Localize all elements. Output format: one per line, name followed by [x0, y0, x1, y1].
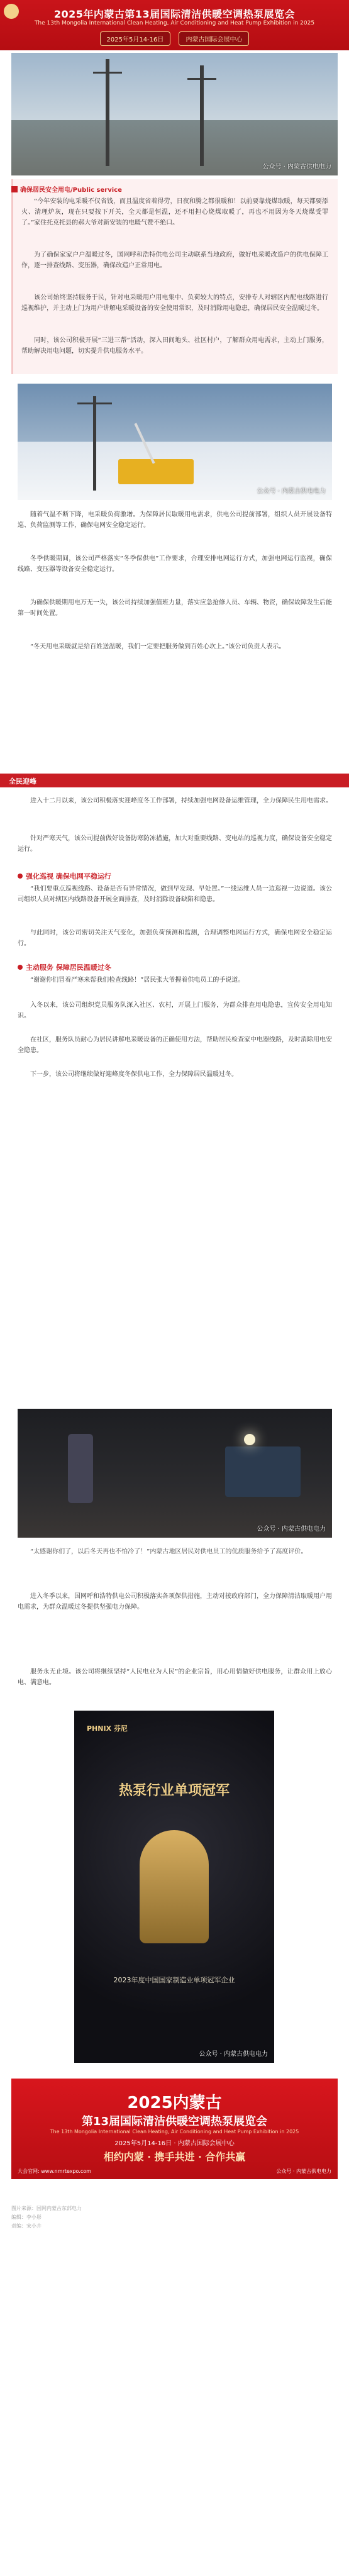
poster-title: 热泵行业单项冠军 [118, 1783, 230, 1799]
trophy-icon [140, 1830, 209, 1943]
photo-watermark: 公众号 · 内蒙古供电电力 [257, 488, 326, 495]
section3-paragraph: 针对严寒天气，该公司提前做好设备防寒防冻措施，加大对重要线路、变电站的巡视力度，确保设备安全稳定运行。 [18, 835, 332, 853]
banner-subtitle: The 13th Mongolia International Clean Heating, Air Conditioning and Heat Pump Exhibition in 2025 [34, 20, 315, 26]
photo-watermark: 公众号 · 内蒙古供电电力 [199, 2051, 268, 2058]
section1-paragraph: “今年安装的电采暖不仅省钱，而且温度省着得劳，日夜和腾之都很暖和！以前要靠烧煤取暖，每天都要添火、清理炉灰，现在只要按下开关，全天都是恒温，还不用担心烧煤取暖了，再也不用因为冬天烧煤受罪了。”家住托克托县的郝大爷对新安装的电暖气赞不绝口。 [21, 198, 328, 226]
section3-subheading: 主动服务 保障居民温暖过冬 [18, 962, 111, 972]
section1-paragraph: 同时，该公司积极开展“三进三帮”活动，深入田间地头、社区村户，了解群众用电需求，主动上门服务，帮助解决用电问题，切实提升供电服务水平。 [21, 337, 328, 355]
power-lines-photo [11, 53, 338, 175]
night-repair-photo [18, 1409, 332, 1538]
exhibition-banner[interactable] [0, 0, 349, 50]
section3-heading: 全民迎峰 [9, 777, 36, 786]
footer-source: 图片来源：国网内蒙古东部电力 [11, 2206, 82, 2211]
section2-paragraph: 为确保供暖期用电万无一失，该公司持续加强值班力量，落实应急抢修人员、车辆、物资，确保故障发生后能第一时间处置。 [18, 599, 332, 617]
promo-year: 2025内蒙古 [127, 2094, 222, 2112]
banner-tags [0, 31, 349, 46]
footer-editor: 编辑：李小彤 [11, 2214, 42, 2220]
bullet-dot-icon [18, 874, 23, 879]
footer-credits [11, 2204, 82, 2231]
advert-poster[interactable] [74, 1711, 274, 2063]
poster-line: 2023年度中国国家制造业单项冠军企业 [113, 1976, 235, 1984]
section1-paragraph: 为了确保家家户户温暖过冬，国网呼和浩特供电公司主动联系当地政府，做好电采暖改造户的供电保障工作，逐一排查线路、变压器，确保改造户正常用电。 [21, 252, 328, 269]
section4-paragraph: 服务永无止境。该公司将继续坚持“人民电业为人民”的企业宗旨，用心用情做好供电服务，让群众用上放心电、满意电。 [18, 1668, 332, 1686]
promo-watermark: 公众号 · 内蒙古供电电力 [276, 2168, 331, 2174]
section3-subheading: 强化巡视 确保电网平稳运行 [18, 871, 111, 881]
section3-paragraph: “我们要重点巡视线路、设备是否有异常情况，做到早发现、早处置。”一线运维人员一边巡视一边说道。该公司组织人员对辖区内线路设备开展全面排查，及时消除设备缺陷和隐患。 [18, 886, 332, 903]
section1-heading: 确保居民安全用电/Public service [11, 184, 122, 194]
promo-date: 2025年5月14-16日 · 内蒙古国际会展中心 [114, 2140, 235, 2147]
section2-paragraph: 冬季供暖期间，该公司严格落实“冬季保供电”工作要求，合理安排电网运行方式，加强电网运行监视，确保线路、变压器等设备安全稳定运行。 [18, 555, 332, 573]
promo-title: 第13届国际清洁供暖空调热泵展览会 [81, 2115, 268, 2128]
section3-paragraph: 与此同时，该公司密切关注天气变化，加强负荷预测和监测，合理调整电网运行方式，确保电网安全稳定运行。 [18, 930, 332, 947]
banner-venue-tag: 内蒙古国际会展中心 [179, 31, 249, 46]
section2-paragraph: 随着气温不断下降，电采暖负荷激增。为保障居民取暖用电需求，供电公司提前部署，组织人员开展设备特巡、负荷监测等工作，确保电网安全稳定运行。 [18, 511, 332, 529]
promo-subtitle: The 13th Mongolia International Clean Heating, Air Conditioning and Heat Pump Exhibition in 2025 [50, 2129, 299, 2135]
section4-quote: “太感谢你们了，以后冬天再也不怕冷了！”内蒙古地区居民对供电员工的优质服务给予了高度评价。 [30, 1548, 307, 1555]
section3-paragraph: “谢谢你们冒着严寒来帮我们检查线路！”居民张大爷握着供电员工的手说道。 [30, 977, 245, 984]
section3-paragraph: 进入十二月以来，该公司积极落实迎峰度冬工作部署，持续加强电网设备运维管理，全力保障民生用电需求。 [30, 797, 332, 804]
photo-watermark: 公众号 · 内蒙古供电电力 [257, 1526, 326, 1533]
section1-paragraph: 该公司始终坚持服务于民，针对电采暖用户用电集中、负荷较大的特点，安排专人对辖区内配电线路进行巡视维护，并主动上门为用户讲解电采暖设备的安全使用常识，及时消除用电隐患，确保居民安全温暖过冬。 [21, 294, 328, 312]
photo-watermark: 公众号 · 内蒙古供电电力 [262, 164, 331, 170]
bullet-dot-icon [18, 965, 23, 970]
section3-paragraph: 下一步，该公司将继续做好迎峰度冬保供电工作，全力保障居民温暖过冬。 [30, 1071, 238, 1078]
section4-paragraph: 进入冬季以来，国网呼和浩特供电公司积极落实各项保供措施，主动对接政府部门，全力保障清洁取暖用户用电需求，为群众温暖过冬提供坚强电力保障。 [18, 1593, 332, 1611]
banner-date-tag: 2025年5月14-16日 [100, 31, 171, 46]
section2-paragraph: “冬天用电采暖就是给百姓送温暖，我们一定要把服务做到百姓心坎上。”该公司负责人表示。 [30, 643, 285, 650]
promo-website: 大会官网: www.nmrtexpo.com [18, 2168, 91, 2174]
footer-chief-editor: 责编：宋小卉 [11, 2223, 42, 2229]
poster-brand: PHNIX 芬尼 [87, 1724, 128, 1733]
section3-paragraph: 在社区，服务队员耐心为居民讲解电采暖设备的正确使用方法，帮助居民检查家中电器线路，及时消除用电安全隐患。 [18, 1036, 332, 1054]
section3-header-bar [0, 774, 349, 787]
banner-title: 2025年内蒙古第13届国际清洁供暖空调热泵展览会 [53, 8, 296, 20]
exhibition-promo-banner[interactable] [11, 2079, 338, 2179]
promo-slogan: 相约内蒙 · 携手共进 · 合作共赢 [103, 2151, 246, 2163]
bucket-truck-photo [18, 384, 332, 500]
section3-paragraph: 入冬以来，该公司组织党员服务队深入社区、农村，开展上门服务，为群众排查用电隐患，宣传安全用电知识。 [18, 1002, 332, 1019]
